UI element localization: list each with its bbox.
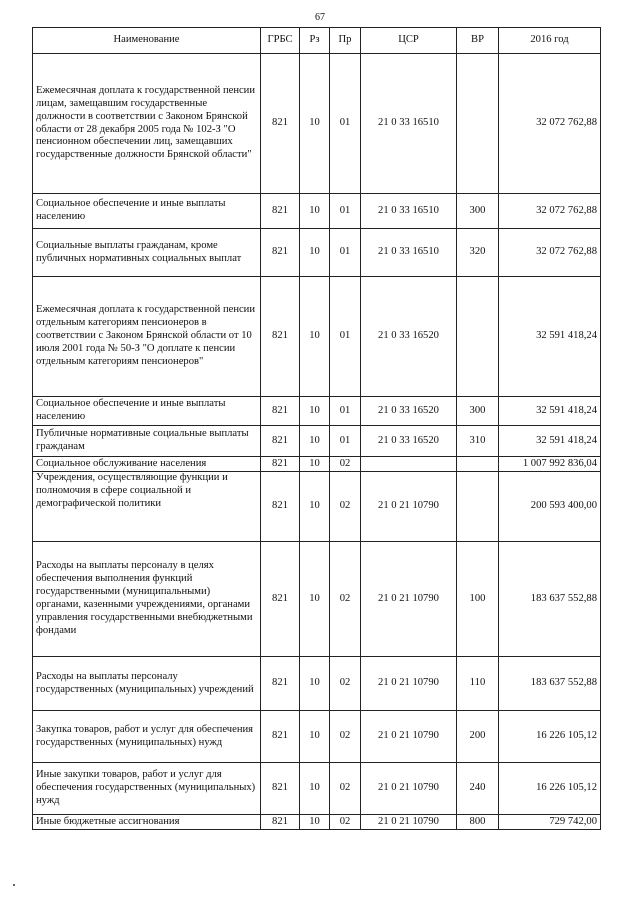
column-header-csr: ЦСР bbox=[361, 28, 457, 54]
row-name: Закупка товаров, работ и услуг для обеспечения государственных (муниципальных) нужд bbox=[33, 711, 261, 763]
row-csr: 21 0 21 10790 bbox=[361, 763, 457, 815]
row-amount: 16 226 105,12 bbox=[499, 711, 601, 763]
row-amount: 200 593 400,00 bbox=[499, 472, 601, 542]
row-grbs: 821 bbox=[261, 397, 300, 426]
row-vr bbox=[457, 457, 499, 472]
row-pr: 02 bbox=[330, 542, 361, 657]
row-csr: 21 0 33 16520 bbox=[361, 426, 457, 457]
row-vr: 240 bbox=[457, 763, 499, 815]
page-number: 67 bbox=[315, 12, 325, 23]
row-amount: 32 072 762,88 bbox=[499, 229, 601, 277]
row-csr: 21 0 21 10790 bbox=[361, 711, 457, 763]
row-pr: 01 bbox=[330, 54, 361, 194]
row-grbs: 821 bbox=[261, 426, 300, 457]
row-amount: 32 072 762,88 bbox=[499, 194, 601, 229]
table-row bbox=[33, 229, 601, 277]
budget-table bbox=[32, 27, 601, 830]
row-name: Иные закупки товаров, работ и услуг для обеспечения государственных (муниципальных) нужд bbox=[33, 763, 261, 815]
row-pr: 02 bbox=[330, 815, 361, 830]
row-vr: 100 bbox=[457, 542, 499, 657]
row-csr: 21 0 33 16520 bbox=[361, 397, 457, 426]
row-amount: 1 007 992 836,04 bbox=[499, 457, 601, 472]
row-csr: 21 0 21 10790 bbox=[361, 815, 457, 830]
table-row bbox=[33, 54, 601, 194]
row-amount: 32 072 762,88 bbox=[499, 54, 601, 194]
row-rz: 10 bbox=[300, 711, 330, 763]
row-csr: 21 0 21 10790 bbox=[361, 657, 457, 711]
table-row bbox=[33, 763, 601, 815]
row-grbs: 821 bbox=[261, 763, 300, 815]
row-amount: 16 226 105,12 bbox=[499, 763, 601, 815]
column-header-amount-2016: 2016 год bbox=[499, 28, 601, 54]
row-name: Публичные нормативные социальные выплаты гражданам bbox=[33, 426, 261, 457]
row-name: Социальные выплаты гражданам, кроме публичных нормативных социальных выплат bbox=[33, 229, 261, 277]
row-name: Социальное обеспечение и иные выплаты населению bbox=[33, 194, 261, 229]
row-name: Социальное обслуживание населения bbox=[33, 457, 261, 472]
row-rz: 10 bbox=[300, 457, 330, 472]
table-row bbox=[33, 815, 601, 830]
row-csr bbox=[361, 457, 457, 472]
row-name: Ежемесячная доплата к государственной пенсии лицам, замещавшим государственные должности в соответствии с Законом Брянской области от 28 декабря 2005 года № 102-З "О пенсионном обеспечении лиц, замещавших государственные должности Брянской области" bbox=[33, 54, 261, 194]
row-grbs: 821 bbox=[261, 542, 300, 657]
row-csr: 21 0 33 16510 bbox=[361, 229, 457, 277]
row-rz: 10 bbox=[300, 194, 330, 229]
row-csr: 21 0 21 10790 bbox=[361, 472, 457, 542]
row-csr: 21 0 21 10790 bbox=[361, 542, 457, 657]
row-rz: 10 bbox=[300, 763, 330, 815]
table-row bbox=[33, 711, 601, 763]
table-row bbox=[33, 457, 601, 472]
row-name: Расходы на выплаты персоналу государственных (муниципальных) учреждений bbox=[33, 657, 261, 711]
row-name: Ежемесячная доплата к государственной пенсии отдельным категориям пенсионеров в соответствии с Законом Брянской области от 10 июля 2001 года № 50-З "О доплате к пенсии отдельным категориям пенсионеров" bbox=[33, 277, 261, 397]
table-row bbox=[33, 397, 601, 426]
row-pr: 01 bbox=[330, 426, 361, 457]
row-name: Расходы на выплаты персоналу в целях обеспечения выполнения функций государственными (муниципальными) органами, казенными учреждениями, органами управления государственными внебюджетными фондами bbox=[33, 542, 261, 657]
table-row bbox=[33, 194, 601, 229]
table-row bbox=[33, 542, 601, 657]
row-grbs: 821 bbox=[261, 194, 300, 229]
row-pr: 01 bbox=[330, 277, 361, 397]
table-row bbox=[33, 657, 601, 711]
row-name: Учреждения, осуществляющие функции и полномочия в сфере социальной и демографической политики bbox=[33, 472, 261, 542]
column-header-pr: Пр bbox=[330, 28, 361, 54]
row-amount: 183 637 552,88 bbox=[499, 542, 601, 657]
row-rz: 10 bbox=[300, 542, 330, 657]
row-name: Иные бюджетные ассигнования bbox=[33, 815, 261, 830]
row-vr: 320 bbox=[457, 229, 499, 277]
column-header-vr: ВР bbox=[457, 28, 499, 54]
row-amount: 729 742,00 bbox=[499, 815, 601, 830]
row-pr: 01 bbox=[330, 229, 361, 277]
row-rz: 10 bbox=[300, 277, 330, 397]
row-grbs: 821 bbox=[261, 472, 300, 542]
row-grbs: 821 bbox=[261, 711, 300, 763]
scan-speck bbox=[13, 884, 15, 886]
row-vr: 300 bbox=[457, 397, 499, 426]
row-pr: 02 bbox=[330, 711, 361, 763]
row-vr: 800 bbox=[457, 815, 499, 830]
row-grbs: 821 bbox=[261, 657, 300, 711]
table-header-row bbox=[33, 28, 601, 54]
row-csr: 21 0 33 16510 bbox=[361, 54, 457, 194]
column-header-grbs: ГРБС bbox=[261, 28, 300, 54]
row-pr: 02 bbox=[330, 657, 361, 711]
row-csr: 21 0 33 16520 bbox=[361, 277, 457, 397]
row-pr: 01 bbox=[330, 194, 361, 229]
row-rz: 10 bbox=[300, 657, 330, 711]
column-header-rz: Рз bbox=[300, 28, 330, 54]
row-rz: 10 bbox=[300, 472, 330, 542]
row-grbs: 821 bbox=[261, 54, 300, 194]
row-grbs: 821 bbox=[261, 229, 300, 277]
row-csr: 21 0 33 16510 bbox=[361, 194, 457, 229]
row-vr: 110 bbox=[457, 657, 499, 711]
row-vr bbox=[457, 277, 499, 397]
row-name: Социальное обеспечение и иные выплаты населению bbox=[33, 397, 261, 426]
row-pr: 02 bbox=[330, 457, 361, 472]
row-amount: 32 591 418,24 bbox=[499, 397, 601, 426]
row-vr bbox=[457, 54, 499, 194]
row-amount: 32 591 418,24 bbox=[499, 426, 601, 457]
row-grbs: 821 bbox=[261, 457, 300, 472]
row-grbs: 821 bbox=[261, 277, 300, 397]
table-row bbox=[33, 277, 601, 397]
row-amount: 32 591 418,24 bbox=[499, 277, 601, 397]
row-grbs: 821 bbox=[261, 815, 300, 830]
table-row bbox=[33, 426, 601, 457]
row-rz: 10 bbox=[300, 54, 330, 194]
row-pr: 02 bbox=[330, 763, 361, 815]
row-rz: 10 bbox=[300, 229, 330, 277]
row-rz: 10 bbox=[300, 397, 330, 426]
row-vr: 200 bbox=[457, 711, 499, 763]
row-pr: 02 bbox=[330, 472, 361, 542]
row-pr: 01 bbox=[330, 397, 361, 426]
column-header-name: Наименование bbox=[33, 28, 261, 54]
row-vr: 300 bbox=[457, 194, 499, 229]
row-vr bbox=[457, 472, 499, 542]
table-row bbox=[33, 472, 601, 542]
row-rz: 10 bbox=[300, 426, 330, 457]
row-vr: 310 bbox=[457, 426, 499, 457]
row-rz: 10 bbox=[300, 815, 330, 830]
row-amount: 183 637 552,88 bbox=[499, 657, 601, 711]
